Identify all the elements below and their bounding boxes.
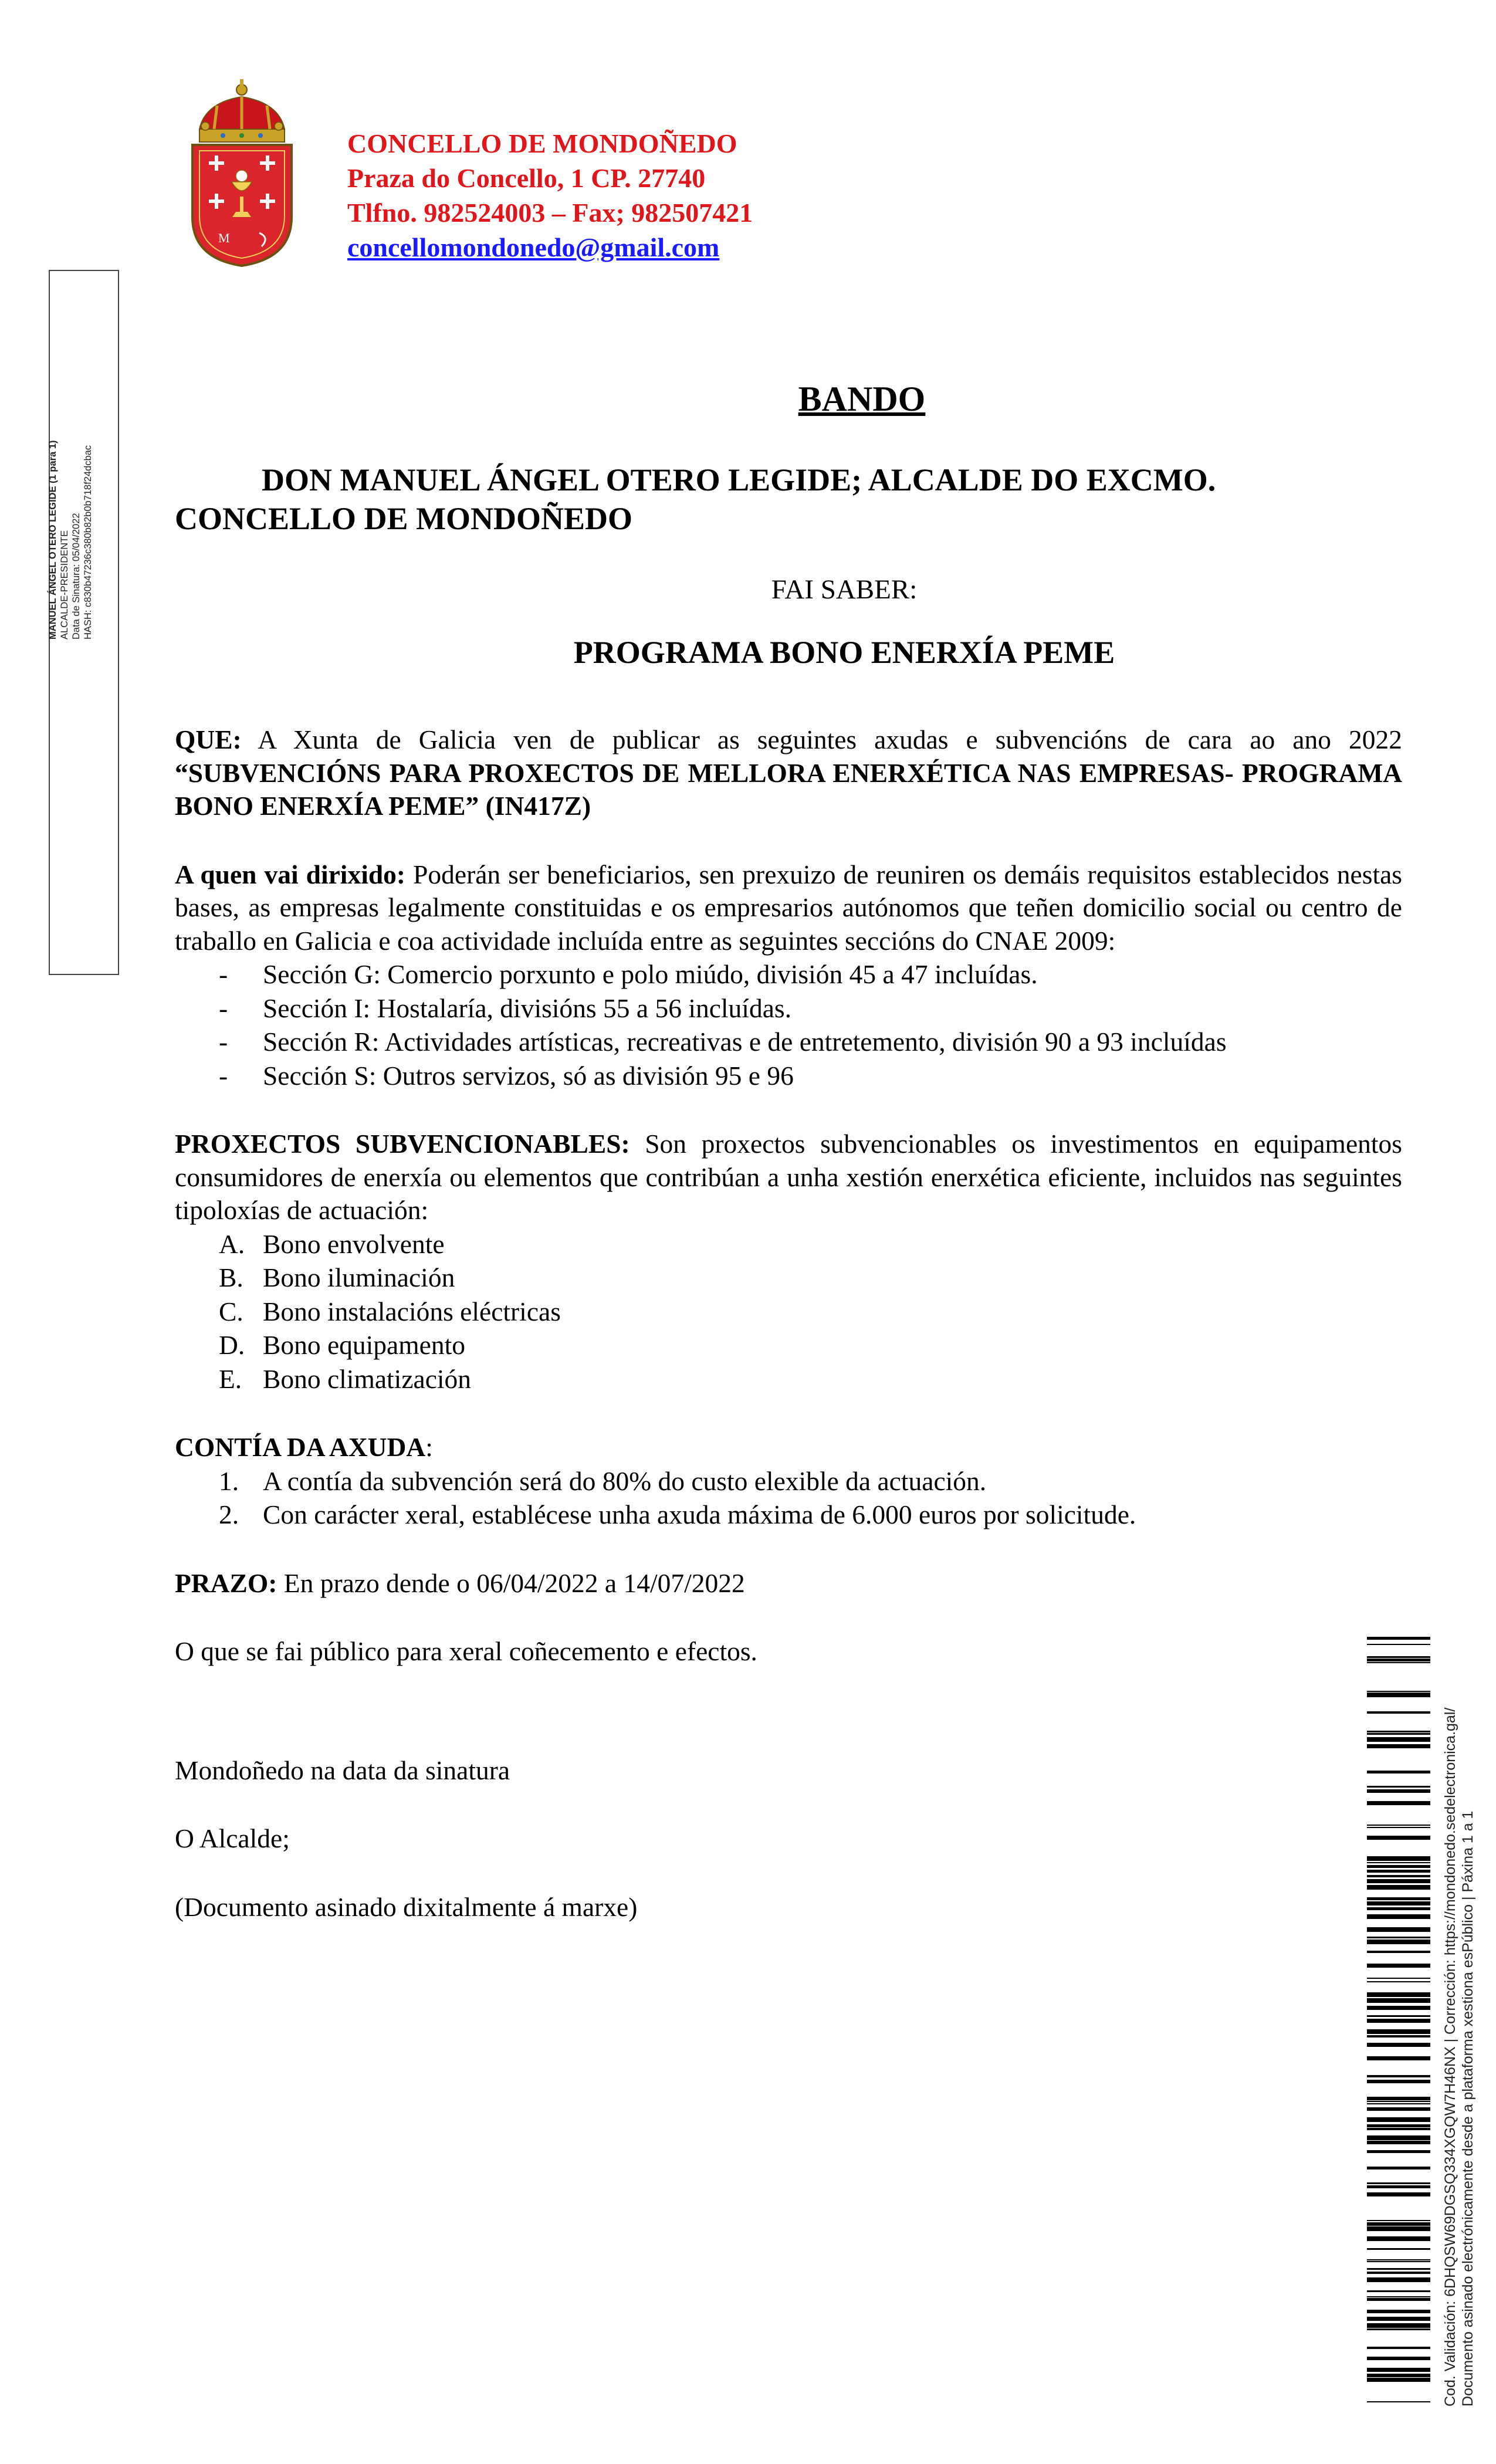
barcode-bar: [1367, 2310, 1430, 2313]
svg-text:M: M: [218, 231, 230, 245]
shield-icon: [192, 145, 292, 266]
list-marker: 2.: [219, 1500, 239, 1529]
list-item: [175, 1295, 1402, 1329]
barcode-bar: [1367, 2097, 1430, 2100]
barcode-bar: [1367, 1856, 1430, 1861]
barcode-bar: [1367, 2128, 1430, 2130]
barcode-bar: [1367, 2368, 1430, 2372]
barcode-bar: [1367, 2056, 1430, 2060]
barcode-bar: [1367, 2272, 1430, 2274]
list-item: [175, 991, 1402, 1025]
coat-of-arms-logo: [182, 79, 302, 267]
proxectos-paragraph: [175, 1128, 1402, 1227]
signature-role: ALCALDE-PRESIDENTE: [59, 530, 70, 639]
barcode-bar: [1367, 1885, 1430, 1890]
signature-name: MANUEL ÁNGEL OTERO LEGIDE (1 para 1): [48, 440, 58, 639]
quen-label: A quen vai dirixido:: [175, 859, 406, 889]
barcode-bar: [1367, 2043, 1430, 2047]
org-name: CONCELLO DE MONDOÑEDO: [347, 128, 737, 158]
barcode-bar: [1367, 2323, 1430, 2328]
contia-heading: [175, 1431, 1402, 1464]
proxectos-text: Son proxectos subvencionables os investimentos en equipamentos consumidores de enerxía ou elementos que contribúan a unha xestión enerxética eficiente, incluidos nas seguintes tipoloxías de actuación:: [175, 1129, 1402, 1225]
barcode-bar: [1367, 2226, 1430, 2231]
que-paragraph: [175, 723, 1402, 823]
barcode-bar: [1367, 1737, 1430, 1742]
org-address: Praza do Concello, 1 CP. 27740: [347, 163, 706, 193]
barcode-bar: [1367, 1981, 1430, 1982]
list-item-text: Sección I: Hostalaría, divisións 55 a 56 incluídas.: [263, 993, 791, 1023]
barcode-bar: [1367, 1897, 1430, 1900]
barcode-bar: [1367, 1862, 1430, 1863]
barcode-bar: [1367, 2080, 1430, 2083]
list-marker: 1.: [219, 1465, 239, 1496]
barcode-bar: [1367, 1825, 1430, 1826]
proxectos-label: PROXECTOS SUBVENCIONABLES:: [175, 1129, 630, 1159]
quen-paragraph: [175, 858, 1402, 958]
list-item-text: A contía da subvención será do 80% do custo elexible da actuación.: [263, 1465, 987, 1496]
barcode-bar: [1367, 1744, 1430, 1748]
barcode-bar: [1367, 2401, 1430, 2402]
barcode-bar: [1367, 1927, 1430, 1932]
contia-list: [175, 1464, 1402, 1532]
barcode-bar: [1367, 1786, 1430, 1788]
list-marker: B.: [219, 1263, 243, 1292]
barcode-bar: [1367, 1733, 1430, 1735]
list-item: [175, 1227, 1402, 1261]
list-marker: -: [219, 959, 228, 989]
barcode-bar: [1367, 1662, 1430, 1663]
list-marker: -: [219, 1060, 228, 1091]
barcode-bar: [1367, 2317, 1430, 2321]
barcode-bar: [1367, 2103, 1430, 2104]
barcode-bar: [1367, 2220, 1430, 2221]
list-marker: A.: [219, 1228, 245, 1259]
barcode-bar: [1367, 1637, 1430, 1640]
barcode-bar: [1367, 2029, 1430, 2034]
barcode-bar: [1367, 2035, 1430, 2037]
barcode-bar: [1367, 1914, 1430, 1919]
barcode-bar: [1367, 2261, 1430, 2262]
barcode-bar: [1367, 1711, 1430, 1714]
prazo-paragraph: [175, 1567, 1402, 1600]
barcode-bar: [1367, 2192, 1430, 2196]
list-marker: -: [219, 993, 228, 1023]
barcode-bar: [1367, 2107, 1430, 2111]
list-item: [175, 1025, 1402, 1059]
signed-note: (Documento asinado dixitalmente á marxe): [175, 1891, 638, 1922]
list-marker: -: [219, 1027, 228, 1057]
contia-label: CONTÍA DA AXUDA: [175, 1432, 426, 1462]
que-label: QUE:: [175, 725, 242, 754]
crown-icon: [199, 79, 285, 142]
barcode-bar: [1367, 2150, 1430, 2153]
barcode-bar: [1367, 1865, 1430, 1868]
list-item: [175, 1362, 1402, 1396]
barcode-bar: [1367, 1964, 1430, 1968]
que-text: A Xunta de Galicia ven de publicar as seguintes axudas e subvencións de cara ao ano 2022: [241, 725, 1402, 754]
list-item: [175, 1059, 1402, 1093]
que-program-name: “SUBVENCIÓNS PARA PROXECTOS DE MELLORA ENERXÉTICA NAS EMPRESAS- PROGRAMA BONO ENERXÍA PEME” (IN417Z): [175, 757, 1402, 821]
barcode-bar: [1367, 1789, 1430, 1793]
prazo-text: En prazo dende o 06/04/2022 a 14/07/2022: [277, 1568, 745, 1598]
barcode-bar: [1367, 2277, 1430, 2282]
barcode-bar: [1367, 2222, 1430, 2226]
barcode-bar: [1367, 1940, 1430, 1944]
list-item-text: Sección G: Comercio porxunto e polo miúdo, división 45 a 47 incluídas.: [263, 959, 1038, 989]
barcode-bar: [1367, 1771, 1430, 1773]
barcode-bar: [1367, 1992, 1430, 1997]
barcode-bar: [1367, 2378, 1430, 2382]
document-subtitle: DON MANUEL ÁNGEL OTERO LEGIDE; ALCALDE DO EXCMO. CONCELLO DE MONDOÑEDO: [175, 462, 1216, 536]
list-item: [175, 1328, 1402, 1362]
barcode-bar: [1367, 2185, 1430, 2188]
barcode-icon: [1367, 1637, 1430, 2402]
barcode-bar: [1367, 2124, 1430, 2127]
list-marker: C.: [219, 1296, 243, 1326]
barcode-bar: [1367, 2357, 1430, 2360]
barcode-bar: [1367, 1998, 1430, 2003]
org-phone-fax: Tlfno. 982524003 – Fax; 982507421: [347, 198, 753, 228]
barcode-bar: [1367, 1901, 1430, 1905]
list-item-text: Bono instalacións eléctricas: [263, 1296, 561, 1326]
list-marker: E.: [219, 1363, 242, 1394]
barcode-bar: [1367, 2259, 1430, 2260]
barcode-bar: [1367, 2236, 1430, 2241]
barcode-bar: [1367, 1875, 1430, 1877]
barcode-bar: [1367, 2141, 1430, 2144]
org-email-link[interactable]: concellomondonedo@gmail.com: [347, 232, 720, 262]
list-item-text: Con carácter xeral, establécese unha axuda máxima de 6.000 euros por solicitude.: [263, 1500, 1136, 1529]
barcode-bar: [1367, 2248, 1430, 2250]
signature-hash: HASH: c830b47236c380b82b0b718f24dcbac: [83, 445, 93, 639]
list-item: [175, 1464, 1402, 1498]
closing-text: O que se fai público para xeral coñecemento e efectos.: [175, 1636, 757, 1666]
barcode-bar: [1367, 2182, 1430, 2184]
barcode-bar: [1367, 2290, 1430, 2292]
proxectos-list: [175, 1227, 1402, 1396]
barcode-bar: [1367, 1731, 1430, 1732]
document-title: BANDO: [798, 380, 926, 418]
quen-text: Poderán ser beneficiarios, sen prexuizo de reuniren os demáis requisitos establecidos nestas bases, as empresas legalmente constituidas e os empresarios autónomos que teñen domicilio social ou centro de traballo en Galicia e coa actividade incluída entre as seguintes seccións do CNAE 2009:: [175, 859, 1402, 956]
barcode-bar: [1367, 1644, 1430, 1645]
list-item-text: Sección S: Outros servizos, só as división 95 e 96: [263, 1060, 794, 1091]
barcode-bar: [1367, 2101, 1430, 2102]
barcode-bar: [1367, 1827, 1430, 1828]
barcode-bar: [1367, 1879, 1430, 1883]
barcode-bar: [1367, 1656, 1430, 1658]
barcode-bar: [1367, 1907, 1430, 1910]
barcode-bar: [1367, 1659, 1430, 1661]
barcode-bar: [1367, 2019, 1430, 2023]
fai-saber: FAI SABER:: [771, 574, 918, 605]
contia-colon: :: [425, 1432, 433, 1462]
barcode-bar: [1367, 2167, 1430, 2169]
place-date: Mondoñedo na data da sinatura: [175, 1755, 510, 1785]
barcode-bar: [1367, 2015, 1430, 2017]
barcode-bar: [1367, 2006, 1430, 2010]
barcode-bar: [1367, 1978, 1430, 1979]
barcode-bar: [1367, 2075, 1430, 2077]
document-body: [175, 375, 1402, 1924]
list-item: [175, 957, 1402, 991]
letterhead: [347, 126, 1051, 265]
prazo-label: PRAZO:: [175, 1568, 277, 1598]
barcode-bar: [1367, 2374, 1430, 2377]
barcode-bar: [1367, 2298, 1430, 2301]
barcode-bar: [1367, 1801, 1430, 1805]
list-marker: D.: [219, 1330, 245, 1360]
programa-heading: PROGRAMA BONO ENERXÍA PEME: [573, 635, 1115, 670]
signer: O Alcalde;: [175, 1823, 290, 1853]
validation-code: Cod. Validación: 6DHQSW69DGSQ334XGQW7H46NX | Corrección: https://mondonedo.sedelectronica.gal/: [1442, 1707, 1458, 2407]
quen-list: [175, 957, 1402, 1092]
signature-text: [47, 53, 94, 639]
barcode-bar: [1367, 2296, 1430, 2297]
list-item-text: Bono envolvente: [263, 1228, 445, 1259]
barcode-bar: [1367, 2268, 1430, 2270]
barcode-bar: [1367, 2135, 1430, 2140]
barcode-bar: [1367, 1691, 1430, 1692]
barcode-bar: [1367, 1870, 1430, 1873]
list-item-text: Sección R: Actividades artísticas, recreativas e de entretemento, división 90 a 93 incluídas: [263, 1027, 1227, 1057]
barcode-bar: [1367, 2328, 1430, 2330]
validation-text: [1441, 1585, 1477, 2407]
barcode-bar: [1367, 1951, 1430, 1953]
list-item: [175, 1498, 1402, 1532]
list-item: [175, 1261, 1402, 1295]
barcode-bar: [1367, 1836, 1430, 1840]
list-item-text: Bono iluminación: [263, 1263, 455, 1292]
signature-date: Data de Sinatura: 05/04/2022: [71, 513, 82, 639]
barcode-bar: [1367, 2347, 1430, 2349]
barcode-bar: [1367, 1693, 1430, 1697]
list-item-text: Bono equipamento: [263, 1330, 465, 1360]
validation-platform: Documento asinado electrónicamente desde a plataforma xestiona esPúblico | Páxina 1 a 1: [1460, 1810, 1476, 2407]
barcode-bar: [1367, 2117, 1430, 2122]
list-item-text: Bono climatización: [263, 1363, 472, 1394]
barcode-bar: [1367, 1937, 1430, 1938]
